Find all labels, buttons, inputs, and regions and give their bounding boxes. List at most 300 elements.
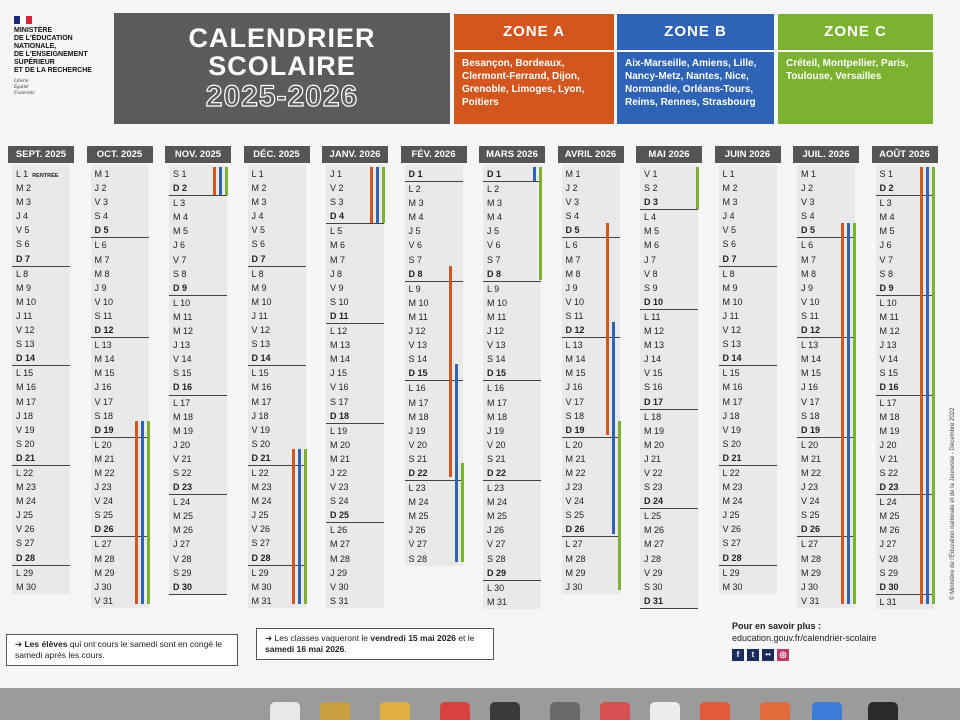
day-row: L 23 [487, 483, 505, 494]
saturday-note-bold: Les élèves [24, 639, 68, 649]
day-row: J 1 [330, 169, 343, 179]
day-row: M 3 [251, 197, 267, 208]
more-info [732, 620, 876, 661]
day-row: S 7 [408, 254, 423, 265]
day-row: L 3 [879, 198, 892, 209]
day-row: D 24 [640, 494, 698, 509]
month-title: NOV. 2025 [165, 146, 231, 163]
day-row: S 18 [94, 410, 114, 421]
day-row: D 28 [12, 551, 70, 566]
day-row: S 22 [879, 467, 899, 478]
day-row: L 16 [487, 383, 505, 394]
day-row: J 16 [565, 382, 583, 393]
zone-c-cities: Créteil, Montpellier, Paris, Toulouse, Versailles [786, 58, 909, 82]
day-row: M 5 [173, 226, 189, 237]
day-row: M 23 [251, 482, 272, 493]
day-row: M 9 [251, 282, 267, 293]
day-row: M 8 [801, 268, 817, 279]
day-row: M 28 [94, 553, 115, 564]
day-row: M 25 [879, 511, 900, 522]
day-row: V 29 [644, 567, 663, 578]
day-row: V 13 [408, 340, 428, 351]
day-row: D 21 [719, 451, 777, 466]
day-row: M 23 [16, 482, 37, 493]
holiday-bar [219, 167, 222, 195]
day-row: S 10 [330, 296, 349, 307]
holiday-bar [298, 449, 301, 604]
day-row: M 7 [94, 254, 110, 265]
day-row: M 1 [801, 169, 817, 179]
day-row: D 25 [326, 508, 384, 523]
day-row: M 11 [487, 311, 507, 322]
day-row: S 27 [16, 538, 35, 549]
day-row: M 1 [565, 169, 581, 179]
month-title: AOÛT 2026 [872, 146, 938, 163]
day-row: S 27 [722, 538, 742, 549]
month-column [872, 146, 938, 609]
day-row: M 17 [251, 396, 272, 407]
app-icon[interactable] [700, 702, 730, 720]
day-row: V 28 [173, 553, 192, 564]
holiday-bar [370, 167, 373, 223]
day-row: M 13 [644, 340, 665, 351]
day-row: M 19 [879, 425, 900, 436]
day-row: M 15 [801, 368, 822, 379]
day-row: J 13 [879, 340, 897, 351]
holiday-bar [841, 223, 844, 604]
day-row: S 11 [565, 310, 584, 321]
instagram-icon[interactable]: ◎ [777, 649, 789, 661]
zone-a-panel [454, 14, 614, 124]
day-row: S 23 [644, 482, 663, 493]
day-row: S 25 [94, 510, 114, 521]
day-row: S 18 [801, 410, 820, 421]
day-row: J 15 [330, 368, 348, 379]
month-column [479, 146, 545, 609]
day-row: J 30 [565, 581, 583, 592]
day-row: S 6 [16, 239, 30, 250]
day-row: J 16 [94, 382, 112, 393]
day-row: M 29 [801, 567, 822, 578]
day-row: V 31 [801, 595, 820, 606]
day-row: S 1 [173, 169, 187, 179]
day-row: D 2 [876, 181, 934, 196]
day-row: S 24 [330, 496, 349, 507]
day-row: L 1 RENTRÉE [16, 169, 59, 179]
day-row: D 11 [326, 309, 384, 324]
day-row: L 20 [565, 439, 583, 450]
day-row: S 25 [565, 510, 585, 521]
day-row: D 26 [797, 522, 855, 537]
day-row: J 23 [94, 482, 112, 493]
day-row: V 3 [801, 197, 815, 208]
day-row: M 7 [330, 254, 346, 265]
day-row: V 7 [173, 254, 187, 265]
day-row: S 31 [330, 595, 349, 606]
holiday-bar [696, 167, 699, 209]
day-row: S 15 [879, 368, 899, 379]
day-row: M 15 [94, 368, 115, 379]
day-row: L 9 [408, 283, 421, 294]
day-row: L 24 [173, 497, 191, 508]
day-row: V 27 [487, 539, 506, 550]
day-row: V 19 [16, 424, 35, 435]
day-row: M 27 [644, 539, 665, 550]
day-row: J 6 [879, 240, 892, 251]
day-row: V 20 [487, 439, 506, 450]
day-row: S 1 [879, 169, 894, 179]
day-row: V 28 [879, 553, 899, 564]
day-row: L 18 [644, 411, 662, 422]
motto-line: Fraternité [14, 91, 35, 96]
day-row: D 5 [91, 223, 149, 238]
day-row: M 25 [408, 511, 429, 522]
day-row: M 31 [251, 595, 272, 606]
day-row: D 9 [876, 281, 934, 296]
day-row: D 12 [797, 323, 855, 338]
day-row: V 30 [330, 581, 349, 592]
holiday-bar [618, 421, 621, 590]
app-icon[interactable] [320, 702, 350, 720]
day-row: M 2 [251, 183, 267, 194]
day-list [562, 165, 620, 594]
holiday-note-text-c: et le [455, 633, 475, 643]
day-row: M 28 [330, 553, 351, 564]
app-icon[interactable] [440, 702, 470, 720]
day-row: V 16 [330, 382, 349, 393]
day-row: V 17 [94, 396, 114, 407]
month-title: JUIL. 2026 [793, 146, 859, 163]
day-row: J 25 [722, 510, 740, 521]
day-row: M 26 [173, 525, 194, 536]
day-row: V 12 [16, 325, 35, 336]
day-row: S 13 [16, 339, 35, 350]
day-row: M 28 [801, 553, 822, 564]
month-title: OCT. 2025 [87, 146, 153, 163]
app-icon[interactable] [812, 702, 842, 720]
day-row: M 9 [16, 282, 32, 293]
day-row: D 18 [326, 409, 384, 424]
day-list [326, 165, 384, 608]
day-row: J 9 [565, 282, 578, 293]
day-row: J 4 [16, 211, 29, 222]
day-row: V 5 [16, 225, 30, 236]
day-row: L 26 [330, 525, 348, 536]
more-info-link[interactable]: education.gouv.fr/calendrier-scolaire [732, 633, 877, 643]
day-row: S 4 [565, 211, 580, 222]
holiday-bar [455, 364, 458, 561]
holiday-bar [539, 167, 542, 280]
copyright: © Ministère de l'Éducation nationale et de la Jeunesse - Décembre 2022 [950, 407, 956, 600]
day-row: L 25 [644, 511, 662, 522]
day-list [169, 165, 227, 595]
day-row: L 2 [408, 184, 421, 195]
day-row: M 13 [330, 340, 351, 351]
day-row: V 21 [173, 453, 192, 464]
day-row: L 29 [722, 567, 740, 578]
holiday-bar [533, 167, 536, 181]
day-row: J 11 [16, 310, 33, 321]
holiday-note-date-1: vendredi 15 mai 2026 [370, 633, 456, 643]
day-row: M 17 [487, 397, 508, 408]
day-row: S 22 [173, 467, 192, 478]
day-row: V 19 [722, 424, 742, 435]
day-row: S 18 [565, 410, 585, 421]
holiday-bar [853, 223, 856, 604]
day-row: S 7 [487, 254, 501, 265]
day-row: M 12 [173, 326, 194, 337]
more-info-title: Pour en savoir plus : [732, 621, 822, 631]
day-row: M 18 [879, 411, 900, 422]
holiday-bar [847, 223, 850, 604]
day-row: M 19 [173, 425, 194, 436]
day-row: L 10 [173, 297, 191, 308]
title-years: 2025-2026 [205, 80, 359, 113]
day-list [876, 165, 934, 609]
day-row: M 22 [801, 467, 822, 478]
day-row: D 4 [326, 209, 384, 224]
title-line-2: SCOLAIRE [208, 51, 356, 81]
ministry-line: SUPÉRIEUR [14, 59, 55, 66]
day-row: J 4 [251, 211, 264, 222]
day-row: D 7 [719, 252, 777, 267]
day-row: L 2 [487, 184, 500, 195]
holiday-bar [304, 449, 307, 604]
holiday-bar [292, 449, 295, 604]
day-row: V 5 [251, 225, 266, 236]
day-row: D 21 [12, 451, 70, 466]
day-row: V 6 [408, 240, 423, 251]
day-row: S 28 [408, 553, 428, 564]
day-row: S 13 [251, 339, 271, 350]
holiday-bar [147, 421, 150, 604]
day-row: S 9 [644, 282, 658, 293]
day-row: M 12 [644, 326, 665, 337]
holiday-bar [920, 167, 923, 604]
day-row: L 13 [565, 340, 583, 351]
app-icon[interactable] [490, 702, 520, 720]
day-row: M 18 [408, 411, 429, 422]
month-title: AVRIL 2026 [558, 146, 624, 163]
day-row: L 10 [879, 297, 897, 308]
month-column [8, 146, 74, 594]
app-icon[interactable] [650, 702, 680, 720]
month-title: DÉC. 2025 [244, 146, 310, 163]
day-row: M 11 [408, 311, 428, 322]
day-row: D 8 [405, 267, 463, 282]
app-icon[interactable] [380, 702, 410, 720]
day-row: L 27 [801, 539, 819, 550]
day-row: M 9 [722, 282, 738, 293]
month-column [87, 146, 153, 608]
day-row: L 17 [173, 397, 191, 408]
day-row: J 9 [94, 282, 107, 293]
day-row: D 14 [12, 351, 70, 366]
day-row: M 30 [722, 581, 743, 592]
ministry-logo [14, 16, 114, 97]
day-row: M 16 [722, 382, 743, 393]
day-row: S 4 [94, 211, 109, 222]
day-row: V 24 [565, 496, 585, 507]
day-row: J 8 [330, 268, 343, 279]
day-row: M 7 [801, 254, 817, 265]
day-row: S 28 [487, 553, 506, 564]
day-row: M 8 [565, 268, 581, 279]
day-row: S 20 [722, 438, 742, 449]
day-row: S 6 [722, 239, 737, 250]
month-column [715, 146, 781, 594]
zone-c-title: ZONE C [778, 14, 933, 52]
flickr-icon[interactable]: •• [762, 649, 774, 661]
day-list [12, 165, 70, 594]
day-list [483, 165, 541, 609]
day-row: M 30 [251, 581, 272, 592]
day-row: L 20 [801, 439, 819, 450]
app-icon[interactable] [600, 702, 630, 720]
day-row: J 12 [408, 326, 426, 337]
day-row: S 16 [644, 382, 663, 393]
app-icon[interactable] [270, 702, 300, 720]
day-row: J 19 [408, 425, 426, 436]
day-row: L 20 [94, 439, 112, 450]
day-row: M 10 [722, 296, 743, 307]
day-row: L 8 [251, 268, 264, 279]
day-row: V 6 [487, 240, 501, 251]
app-icon[interactable] [760, 702, 790, 720]
day-row: J 29 [330, 567, 348, 578]
arrow-right-icon: ➔ [15, 639, 25, 649]
day-row: M 24 [722, 496, 743, 507]
day-row: M 7 [565, 254, 581, 265]
day-row: J 9 [801, 282, 814, 293]
day-row: J 2 [565, 183, 578, 194]
facebook-icon[interactable]: f [732, 649, 744, 661]
day-row: D 10 [640, 295, 698, 310]
day-row: M 4 [173, 212, 189, 223]
day-row: L 22 [722, 467, 740, 478]
day-row: L 31 [879, 596, 897, 607]
day-row: V 2 [330, 183, 344, 194]
holiday-note-date-2: samedi 16 mai 2026 [265, 644, 345, 654]
holiday-bar [141, 421, 144, 604]
day-row: J 14 [644, 354, 662, 365]
day-row: M 4 [487, 212, 503, 223]
day-row: L 27 [94, 539, 112, 550]
day-row: M 25 [173, 511, 194, 522]
day-row: L 24 [879, 497, 897, 508]
day-row: D 30 [169, 580, 227, 595]
day-row: D 30 [876, 580, 934, 595]
day-row: J 25 [251, 510, 269, 521]
app-icon[interactable] [868, 702, 898, 720]
day-row: V 26 [16, 524, 35, 535]
day-row: J 19 [487, 425, 505, 436]
day-row: L 9 [487, 283, 500, 294]
day-row: V 12 [722, 325, 742, 336]
day-row: D 28 [248, 551, 306, 566]
day-row: V 12 [251, 325, 271, 336]
holiday-bar [225, 167, 228, 195]
day-row: D 8 [483, 267, 541, 282]
title-box [114, 13, 450, 124]
day-row: J 2 [801, 183, 814, 194]
day-row: L 23 [408, 483, 426, 494]
day-row: M 24 [16, 496, 37, 507]
day-row: S 17 [330, 396, 349, 407]
month-title: MAI 2026 [636, 146, 702, 163]
day-row: V 26 [722, 524, 742, 535]
day-row: L 17 [879, 397, 897, 408]
day-row: J 28 [644, 553, 662, 564]
month-title: MARS 2026 [479, 146, 545, 163]
day-row: S 29 [173, 567, 192, 578]
day-row: M 14 [94, 354, 115, 365]
day-row: J 23 [565, 482, 583, 493]
day-row: L 6 [801, 240, 814, 251]
holiday-note-text-e: . [344, 644, 347, 654]
day-row: J 21 [644, 453, 662, 464]
day-row: D 12 [91, 323, 149, 338]
day-row: M 8 [94, 268, 110, 279]
day-row: S 15 [173, 368, 192, 379]
day-row: V 22 [644, 467, 663, 478]
day-row: M 6 [644, 240, 660, 251]
day-row: V 14 [879, 354, 899, 365]
day-row: M 3 [722, 197, 738, 208]
day-row: V 17 [801, 396, 820, 407]
holiday-bar [461, 463, 464, 562]
day-row: L 15 [722, 368, 740, 379]
day-row: J 4 [722, 211, 735, 222]
day-row: V 5 [722, 225, 737, 236]
holiday-note [256, 628, 494, 660]
day-row: D 19 [91, 423, 149, 438]
day-list [91, 165, 149, 608]
day-row: D 2 [169, 181, 227, 196]
day-row: L 8 [722, 268, 735, 279]
day-row: J 26 [487, 525, 505, 536]
zone-c-panel [778, 14, 933, 124]
day-row: M 30 [16, 581, 37, 592]
twitter-icon[interactable]: t [747, 649, 759, 661]
day-row: D 12 [562, 323, 620, 338]
day-row: S 30 [644, 581, 663, 592]
day-row: M 11 [879, 311, 899, 322]
holiday-bar [382, 167, 385, 223]
day-row: L 22 [16, 467, 34, 478]
day-row: L 6 [565, 240, 578, 251]
day-row: D 17 [640, 395, 698, 410]
day-row: J 18 [251, 410, 269, 421]
day-row: V 27 [408, 539, 428, 550]
day-row: M 3 [16, 197, 32, 208]
ministry-line: MINISTÈRE [14, 27, 53, 34]
app-icon[interactable] [550, 702, 580, 720]
day-row: M 21 [330, 453, 351, 464]
saturday-note [6, 634, 238, 666]
day-row: V 20 [408, 439, 428, 450]
holiday-bar [932, 167, 935, 604]
day-row: M 5 [879, 226, 895, 237]
day-row: M 16 [251, 382, 272, 393]
day-row: J 2 [94, 183, 107, 194]
day-row: L 4 [644, 212, 657, 223]
day-row: L 13 [94, 340, 112, 351]
day-row: M 3 [408, 198, 424, 209]
day-row: M 18 [487, 411, 508, 422]
arrow-right-icon: ➔ [265, 633, 275, 643]
day-row: M 4 [879, 212, 895, 223]
